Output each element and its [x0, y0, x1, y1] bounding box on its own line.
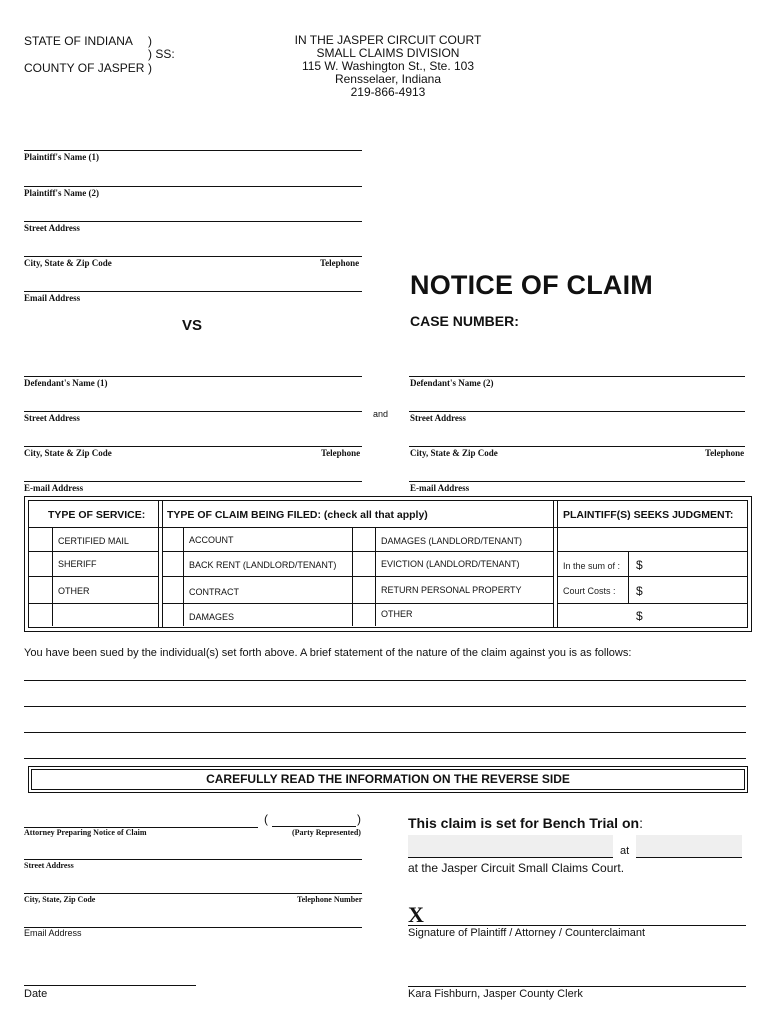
- party-open-paren: (: [264, 812, 268, 826]
- at-label: at: [620, 845, 630, 857]
- claim-option: BACK RENT (LANDLORD/TENANT): [189, 560, 337, 570]
- account-checkbox[interactable]: [162, 527, 183, 551]
- service-option: OTHER: [58, 586, 90, 596]
- divider: [628, 551, 629, 603]
- divider: [557, 500, 558, 627]
- attorney-city-line[interactable]: [24, 893, 362, 894]
- signature-label: Signature of Plaintiff / Attorney / Counterclaimant: [408, 927, 646, 939]
- defendant1-street-line[interactable]: [24, 411, 362, 412]
- claim-option: DAMAGES: [189, 612, 235, 622]
- party-represented-line[interactable]: [272, 826, 356, 827]
- signature-line[interactable]: [408, 925, 746, 926]
- sum-dollar: $: [636, 558, 643, 572]
- plaintiff-street-label: Street Address: [24, 223, 80, 233]
- contract-checkbox[interactable]: [162, 576, 183, 603]
- service-option: CERTIFIED MAIL: [58, 536, 129, 546]
- defendant2-email-label: E-mail Address: [410, 483, 470, 493]
- attorney-telephone-label: Telephone Number: [297, 895, 363, 904]
- plaintiff-name2-line[interactable]: [24, 186, 362, 187]
- trial-time-line: [636, 857, 742, 858]
- eviction-checkbox[interactable]: [352, 551, 375, 576]
- trial-date-line: [408, 857, 613, 858]
- notice-banner-text: CAREFULLY READ THE INFORMATION ON THE REVERSE SIDE: [206, 772, 570, 786]
- party-represented-label: (Party Represented): [292, 828, 361, 837]
- service-option: SHERIFF: [58, 559, 97, 569]
- trial-heading-text: This claim is set for Bench Trial on: [408, 815, 640, 831]
- trial-date-field[interactable]: [408, 835, 613, 857]
- vs-label: VS: [182, 317, 203, 334]
- defendant1-city-label: City, State & Zip Code: [24, 448, 112, 458]
- claim-option: DAMAGES (LANDLORD/TENANT): [381, 536, 523, 546]
- defendant1-email-line[interactable]: [24, 481, 362, 482]
- claim-header: TYPE OF CLAIM BEING FILED: (check all that apply): [167, 509, 428, 521]
- notice-banner: [31, 769, 745, 790]
- statement-line[interactable]: [24, 732, 746, 733]
- defendant1-street-label: Street Address: [24, 413, 80, 423]
- total-dollar: $: [636, 609, 643, 623]
- clerk-label: Kara Fishburn, Jasper County Clerk: [408, 988, 583, 1000]
- state-label: STATE OF INDIANA: [24, 34, 133, 48]
- trial-time-field[interactable]: [636, 835, 742, 857]
- divider: [28, 603, 158, 604]
- attorney-street-label: Street Address: [24, 861, 74, 870]
- ss-label: ) SS:: [148, 47, 175, 61]
- other-claim-checkbox[interactable]: [352, 603, 375, 626]
- claim-option: CONTRACT: [189, 587, 239, 597]
- court-line: IN THE JASPER CIRCUIT COURT: [294, 33, 482, 47]
- judgment-header: PLAINTIFF(S) SEEKS JUDGMENT:: [563, 509, 734, 521]
- paren-1: ): [148, 34, 152, 48]
- defendant1-email-label: E-mail Address: [24, 483, 84, 493]
- plaintiff-street-line[interactable]: [24, 221, 362, 222]
- defendant2-email-line[interactable]: [409, 481, 745, 482]
- claim-option: OTHER: [381, 609, 413, 619]
- plaintiff-email-line[interactable]: [24, 291, 362, 292]
- defendant2-city-label: City, State & Zip Code: [410, 448, 498, 458]
- and-label: and: [373, 409, 389, 419]
- defendant1-city-line[interactable]: [24, 446, 362, 447]
- trial-heading: [408, 815, 643, 831]
- sheriff-checkbox[interactable]: [28, 551, 52, 576]
- defendant2-street-line[interactable]: [409, 411, 745, 412]
- claim-option: ACCOUNT: [189, 535, 234, 545]
- sum-label: In the sum of :: [563, 561, 621, 571]
- claim-option: RETURN PERSONAL PROPERTY: [381, 585, 522, 595]
- attorney-name-label: Attorney Preparing Notice of Claim: [24, 828, 147, 837]
- other-service-checkbox[interactable]: [28, 576, 52, 603]
- attorney-street-line[interactable]: [24, 859, 362, 860]
- plaintiff-name2-label: Plaintiff's Name (2): [24, 188, 99, 198]
- date-label: Date: [24, 988, 48, 1000]
- signature-x-mark: X: [408, 902, 424, 927]
- paren-3: ): [148, 61, 152, 75]
- return-property-checkbox[interactable]: [352, 576, 375, 603]
- divider: [553, 500, 554, 627]
- divider: [158, 500, 159, 627]
- costs-amount-field[interactable]: [646, 577, 746, 602]
- service-header: TYPE OF SERVICE:: [48, 509, 146, 521]
- court-line: 115 W. Washington St., Ste. 103: [301, 59, 475, 73]
- total-amount-field[interactable]: [646, 604, 746, 626]
- statement-line[interactable]: [24, 680, 746, 681]
- defendant2-telephone-label: Telephone: [705, 448, 745, 458]
- sum-amount-field[interactable]: [646, 552, 746, 575]
- claim-option: EVICTION (LANDLORD/TENANT): [381, 559, 520, 569]
- trial-court-line: at the Jasper Circuit Small Claims Court.: [408, 861, 625, 875]
- plaintiff-city-label: City, State & Zip Code: [24, 258, 112, 268]
- defendant2-name-line[interactable]: [409, 376, 745, 377]
- defendant2-street-label: Street Address: [410, 413, 466, 423]
- divider: [28, 527, 747, 528]
- costs-dollar: $: [636, 584, 643, 598]
- plaintiff-city-line[interactable]: [24, 256, 362, 257]
- notice-title: NOTICE OF CLAIM: [410, 270, 653, 300]
- statement-line[interactable]: [24, 706, 746, 707]
- trial-heading-colon: :: [639, 815, 643, 831]
- damages-lt-checkbox[interactable]: [352, 527, 375, 551]
- plaintiff-email-label: Email Address: [24, 293, 81, 303]
- court-line: 219-866-4913: [350, 85, 426, 99]
- attorney-email-label: Email Address: [24, 928, 82, 938]
- court-line: Rensselaer, Indiana: [334, 72, 442, 86]
- attorney-city-label: City, State, Zip Code: [24, 895, 96, 904]
- court-header: [268, 34, 508, 99]
- costs-label: Court Costs :: [563, 586, 616, 596]
- certified-mail-checkbox[interactable]: [28, 527, 52, 551]
- damages-checkbox[interactable]: [162, 603, 183, 626]
- court-line: SMALL CLAIMS DIVISION: [316, 46, 460, 60]
- case-number-label: CASE NUMBER:: [410, 313, 519, 329]
- defendant1-telephone-label: Telephone: [321, 448, 361, 458]
- statement-text: You have been sued by the individual(s) set forth above. A brief statement of the nature of the claim against you is as follows:: [24, 647, 632, 659]
- defendant2-city-line[interactable]: [409, 446, 745, 447]
- party-close-paren: ): [357, 812, 361, 826]
- plaintiff-telephone-label: Telephone: [320, 258, 360, 268]
- defendant1-name-line[interactable]: [24, 376, 362, 377]
- clerk-line[interactable]: [408, 986, 746, 987]
- defendant2-name-label: Defendant's Name (2): [410, 378, 494, 388]
- plaintiff-name1-line[interactable]: [24, 150, 362, 151]
- county-label: COUNTY OF JASPER: [24, 61, 145, 75]
- date-line[interactable]: [24, 985, 196, 986]
- back-rent-checkbox[interactable]: [162, 551, 183, 576]
- statement-line[interactable]: [24, 758, 746, 759]
- defendant1-name-label: Defendant's Name (1): [24, 378, 108, 388]
- plaintiff-name1-label: Plaintiff's Name (1): [24, 152, 99, 162]
